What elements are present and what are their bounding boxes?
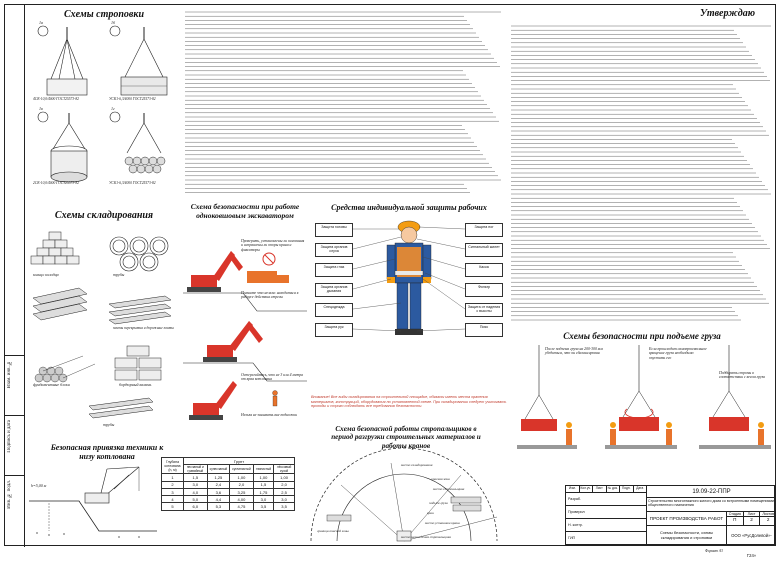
- slinging-drawings: [29, 21, 179, 201]
- crane-binding-section: [29, 441, 299, 545]
- table-cell: 1,00: [274, 474, 295, 481]
- table-cell: 2,5: [274, 488, 295, 495]
- stamp-company: ООО «РусДолевой»-Г24»: [726, 526, 776, 546]
- stamp-role: ГИП: [566, 532, 646, 545]
- table-header: супесчаный: [207, 465, 230, 474]
- slinger-label: место складирования: [401, 463, 433, 467]
- storage-label: кольцо колодца: [33, 272, 59, 277]
- storage-label: плиты перекрытия и дорожные плиты: [113, 326, 174, 330]
- margin-cell-2: [5, 415, 25, 475]
- table-cell: 2,0: [274, 481, 295, 488]
- slingers-section: [301, 423, 511, 545]
- table-cell: 3,0: [253, 496, 273, 503]
- warning-note-text: Внимание! Все виды складирования на строительной площадке, обязаны иметь места хранения материалов, конструкций, оборудования по установленной схеме. При складировании следует учитывать проходы и строго соблюдать все требования безопасности.: [311, 395, 507, 409]
- ppe-callout: Защита ног: [465, 223, 503, 237]
- slinger-label: граница опасной зоны: [317, 529, 349, 533]
- margin-cell-3: [5, 475, 25, 547]
- slinger-label: опасная зона: [431, 477, 450, 481]
- table-header: песчаный и гравийный: [184, 465, 208, 474]
- table-row: [162, 496, 295, 503]
- approval-title: Утверждаю: [699, 8, 755, 19]
- format-label: Формат A3: [705, 549, 723, 553]
- table-cell: 2,0: [230, 481, 254, 488]
- left-margin-strip: [5, 5, 25, 547]
- excavator-title: Схема безопасности при работе одноковшовым экскаватором: [190, 202, 300, 220]
- table-cell: 1,5: [253, 481, 273, 488]
- stamp-sheet-label: Лист: [743, 512, 760, 516]
- table-row: [162, 474, 295, 481]
- table-cell: 4,00: [230, 496, 254, 503]
- margin-field: Инв. № подл.: [7, 480, 12, 509]
- excavator-note: Проверить, установлены ли основания и исправлены ли опоры крана и фиксаторы: [241, 239, 305, 252]
- slinger-label: место стропальщика: [433, 487, 465, 491]
- table-cell: 4,0: [184, 488, 208, 495]
- stamp-grid: [566, 486, 646, 546]
- table-cell: 5: [162, 503, 184, 510]
- table-cell: 1,00: [230, 474, 254, 481]
- lift-drawings: [509, 345, 775, 475]
- slinger-label: кран: [427, 511, 434, 515]
- table-cell: 2,4: [207, 481, 230, 488]
- slinger-label: подъём груза: [429, 501, 448, 505]
- storage-label: бордюрный камень: [119, 382, 152, 387]
- stamp-column-label: Дата: [633, 486, 647, 492]
- slingers-title: Схема безопасной работы стропальщиков в период разгрузки строительных материалов и работы кранов: [331, 425, 481, 450]
- table-cell: 1,25: [207, 474, 230, 481]
- excavator-note: Помните что нельзя: находиться в радиусе действия стрелы: [241, 291, 299, 300]
- slinging-title: Схемы строповки: [63, 9, 145, 20]
- stamp-description: Строительство многоэтажного жилого дома со встроенными помещениями общественного назначения: [646, 498, 776, 512]
- ppe-callout: Защита рук: [315, 323, 353, 337]
- table-cell: 5,3: [207, 503, 230, 510]
- ppe-callout: Сигнальный жилет: [465, 243, 503, 257]
- ppe-callout: Защита от падения с высоты: [465, 303, 503, 317]
- stamp-column-label: Изм.: [568, 486, 576, 490]
- approval-text-lines: [509, 22, 775, 327]
- ppe-section: [311, 203, 507, 393]
- sling-label: УСК1-6,3/4000 ГОСТ25573-82: [109, 97, 156, 101]
- table-cell: 3,25: [230, 488, 254, 495]
- stamp-role: Н. контр.: [566, 519, 646, 532]
- ppe-title: Средства индивидуальной защиты рабочих: [331, 203, 487, 212]
- stamp-code: 19.09-22-ППР: [646, 486, 776, 498]
- lift-title: Схемы безопасности при подъеме груза: [563, 331, 721, 341]
- storage-label: трубы: [113, 272, 125, 277]
- ppe-callout: Защита органов дыхания: [315, 283, 353, 297]
- stamp-role: Проверил: [566, 506, 646, 519]
- lift-note: Если происходит самопроизвольное вращение груза необходимо опустить его: [649, 347, 707, 360]
- table-cell: 3,0: [184, 481, 208, 488]
- table-cell: 6,0: [184, 503, 208, 510]
- drawing-sheet: [4, 4, 776, 558]
- soil-table: [161, 457, 295, 511]
- stamp-column-label: Подп.: [619, 486, 633, 492]
- table-row: [162, 481, 295, 488]
- ppe-callout: Защита глаз: [315, 263, 353, 277]
- slinger-label: место нахождения стропальщика: [401, 535, 451, 539]
- sling-label: 4СК-10,0/4000 ГОСТ25573-82: [33, 97, 79, 101]
- stamp-stage: П: [733, 517, 737, 522]
- sling-label: УСК1-6,3/4000 ГОСТ25573-82: [109, 181, 156, 185]
- table-header: суглинистый: [230, 465, 254, 474]
- stamp-column-label: Кол.уч.: [579, 486, 593, 492]
- stamp-sheet-name: Схемы безопасности, схемы складирования и строповки: [646, 526, 726, 546]
- slinger-label: место установки крана: [425, 521, 460, 525]
- excavator-note: Нельзя не занимать вне подножки: [241, 413, 298, 417]
- table-cell: 1,00: [253, 474, 273, 481]
- stamp-roles: [566, 493, 646, 545]
- sling-number: 1а: [39, 20, 43, 25]
- ppe-callout: Спецодежда: [315, 303, 353, 317]
- table-row: [162, 503, 295, 510]
- ppe-callout: Защита головы: [315, 223, 353, 237]
- approval-section: [509, 8, 775, 328]
- table-top-header: Грунт: [184, 458, 295, 465]
- storage-title: Схемы складирования: [54, 210, 154, 221]
- dim-label: h=5,00 м: [31, 483, 47, 488]
- table-cell: 3,5: [253, 503, 273, 510]
- margin-field: Взам. инв. №: [7, 360, 12, 389]
- table-cell: 3,0: [274, 496, 295, 503]
- general-notes: [183, 8, 505, 198]
- crane-binding-title: Безопасная привязка техники к низу котлована: [50, 443, 164, 461]
- warning-note: [311, 395, 507, 421]
- lift-section: [509, 331, 775, 481]
- margin-field: Подпись и дата: [7, 420, 12, 453]
- stamp-sheets: 2: [759, 517, 776, 525]
- excavator-drawings: [183, 231, 307, 431]
- table-header: глинистый: [253, 465, 273, 474]
- table-cell: 1,5: [184, 474, 208, 481]
- lift-note: Подбирать стропы в соответствии с весом груза: [719, 371, 765, 380]
- storage-section: [29, 210, 179, 435]
- sling-number: 1б: [111, 20, 116, 25]
- stamp-column-label: Лист: [592, 486, 606, 492]
- table-cell: 1,75: [253, 488, 273, 495]
- stamp-stage-box: [726, 512, 776, 526]
- slinging-section: [29, 7, 179, 202]
- table-cell: 1: [162, 474, 184, 481]
- lift-note: После подъема груза на 200-300 мм убедиться, что он сбалансирован: [545, 347, 603, 356]
- table-cell: 4,4: [207, 496, 230, 503]
- stamp-stage-label: Стадия: [728, 512, 741, 516]
- ppe-callout: Защита органов слуха: [315, 243, 353, 257]
- table-cell: 3: [162, 488, 184, 495]
- storage-label: фундаментные блоки: [33, 382, 70, 387]
- table-row: [162, 488, 295, 495]
- sling-number: 1в: [39, 106, 43, 111]
- excavator-section: [183, 203, 307, 433]
- table-cell: 4: [162, 496, 184, 503]
- stamp-role: Разраб.: [566, 493, 646, 506]
- table-header: лёссовый сухой: [274, 465, 295, 474]
- table-cell: 4,75: [230, 503, 254, 510]
- notes-text-lines: [183, 8, 505, 198]
- ppe-callout: Пояс: [465, 323, 503, 337]
- sling-label: 2СК-10,0/4000 ГОСТ25573-82: [33, 181, 79, 185]
- stamp-sheets-label: Листов: [759, 512, 776, 516]
- ppe-callout: Фильтр: [465, 283, 503, 297]
- storage-label: трубы: [103, 422, 115, 427]
- stamp-sheet: 2: [743, 517, 760, 525]
- table-cell: 5,0: [184, 496, 208, 503]
- table-cell: 3,6: [207, 488, 230, 495]
- stamp-columns: [566, 486, 646, 493]
- margin-cell-1: [5, 355, 25, 415]
- table-header: Глубина котлована (h, м): [162, 458, 184, 474]
- sling-number: 1г: [111, 106, 115, 111]
- excavator-note: Остерегайтесь, что не 3 или 4 метра от края котлована: [241, 373, 304, 382]
- stamp-column-label: № док.: [606, 486, 620, 492]
- table-cell: 3,5: [274, 503, 295, 510]
- ppe-callout: Каска: [465, 263, 503, 277]
- stamp-project: ПРОЕКТ ПРОИЗВОДСТВА РАБОТ: [646, 512, 726, 526]
- crane-binding-drawing: [29, 461, 157, 545]
- table-cell: 2: [162, 481, 184, 488]
